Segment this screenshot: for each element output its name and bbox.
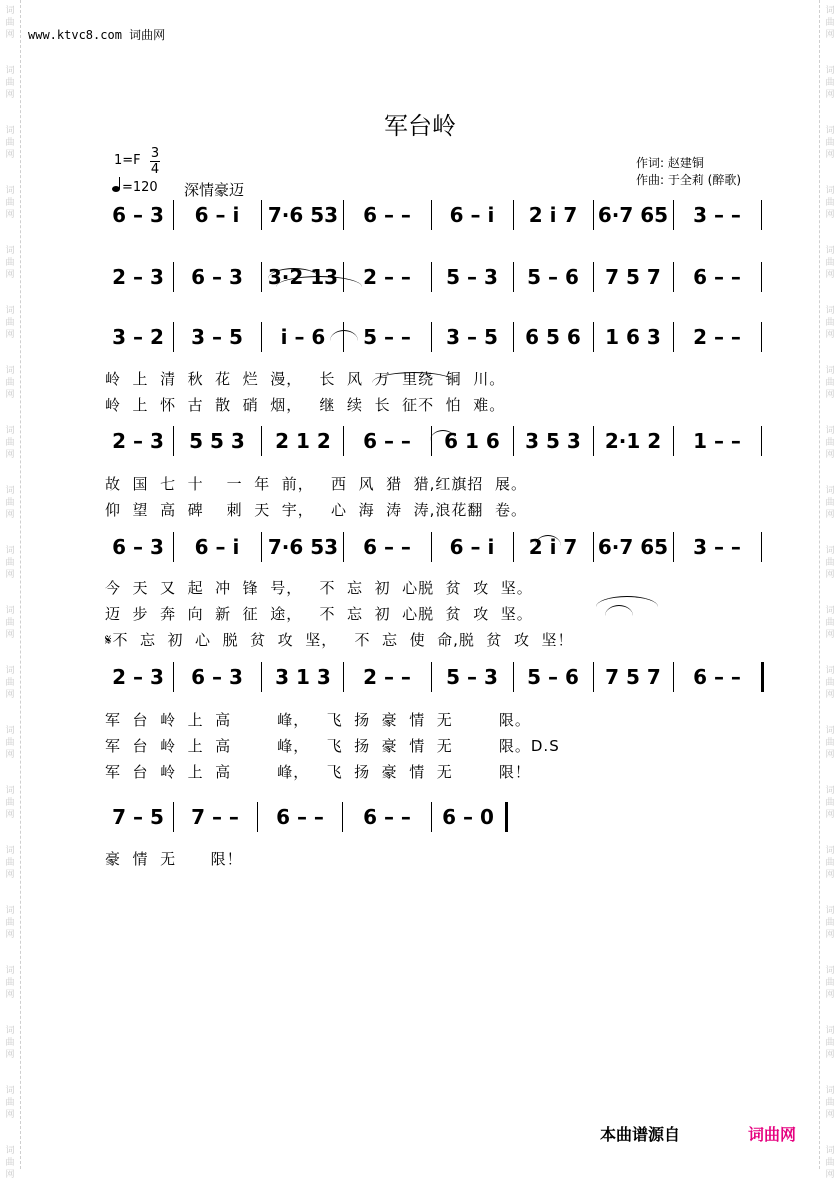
watermark-glyph: 曲 xyxy=(5,798,15,808)
watermark-glyph: 网 xyxy=(825,1050,835,1060)
watermark-glyph: 词 xyxy=(5,846,15,856)
barline xyxy=(343,426,344,456)
barline xyxy=(673,200,674,230)
measure: 6 – – xyxy=(363,535,411,559)
watermark-glyph: 网 xyxy=(5,330,15,340)
end-barline xyxy=(761,532,762,562)
measure: 1 – – xyxy=(693,429,741,453)
measure: 6 – i xyxy=(449,203,495,227)
staff-row xyxy=(105,660,770,694)
measure: 6 – – xyxy=(363,805,411,829)
lyric-line: 豪 情 无 限！ xyxy=(105,850,243,868)
site-url[interactable]: www.ktvc8.com 词曲网 xyxy=(28,28,166,42)
watermark-glyph: 曲 xyxy=(825,1098,835,1108)
watermark-glyph: 词 xyxy=(825,6,835,16)
measure: 7 5 7 xyxy=(605,265,661,289)
watermark-glyph: 词 xyxy=(5,6,15,16)
barline xyxy=(513,662,514,692)
measure: 3 – 2 xyxy=(112,325,164,349)
measure: 6 – – xyxy=(693,665,741,689)
watermark-glyph: 词 xyxy=(825,1026,835,1036)
lyric-line: 军 台 岭 上 高 峰， 飞 扬 豪 情 无 限！ xyxy=(105,763,531,781)
watermark-glyph: 网 xyxy=(825,1110,835,1120)
watermark-glyph: 词 xyxy=(825,1086,835,1096)
watermark-glyph: 曲 xyxy=(5,678,15,688)
barline xyxy=(673,662,674,692)
watermark-glyph: 曲 xyxy=(5,18,15,28)
barline xyxy=(513,262,514,292)
watermark-glyph: 网 xyxy=(5,150,15,160)
watermark-glyph: 网 xyxy=(825,450,835,460)
watermark-glyph: 网 xyxy=(825,870,835,880)
staff-row xyxy=(105,800,770,834)
barline xyxy=(593,662,594,692)
lyric-line: 岭 上 清 秋 花 烂 漫， 长 风 万 里绕 铜 川。 xyxy=(105,370,506,388)
song-title: 军台岭 xyxy=(384,112,456,140)
barline xyxy=(673,322,674,352)
watermark-glyph: 网 xyxy=(825,930,835,940)
tempo-value: =120 xyxy=(122,180,158,195)
measure: 6·7 65 xyxy=(597,535,669,559)
watermark-glyph: 网 xyxy=(5,870,15,880)
watermark-glyph: 曲 xyxy=(825,378,835,388)
watermark-glyph: 曲 xyxy=(825,918,835,928)
watermark-glyph: 网 xyxy=(5,450,15,460)
watermark-glyph: 词 xyxy=(5,786,15,796)
measure: 6 5 6 xyxy=(525,325,581,349)
staff-row xyxy=(105,260,770,294)
barline xyxy=(257,802,258,832)
barline xyxy=(431,262,432,292)
measure: 5 – – xyxy=(363,325,411,349)
barline xyxy=(513,426,514,456)
watermark-glyph: 词 xyxy=(5,966,15,976)
watermark-glyph: 曲 xyxy=(5,858,15,868)
watermark-glyph: 网 xyxy=(5,90,15,100)
watermark-glyph: 网 xyxy=(825,30,835,40)
measure: 6 – 3 xyxy=(191,265,243,289)
watermark-glyph: 词 xyxy=(825,726,835,736)
barline xyxy=(173,662,174,692)
end-barline xyxy=(761,262,762,292)
measure: 2 – – xyxy=(693,325,741,349)
watermark-glyph: 网 xyxy=(5,1110,15,1120)
watermark-glyph: 网 xyxy=(825,210,835,220)
time-signature-bottom: 4 xyxy=(150,162,160,177)
watermark-glyph: 词 xyxy=(5,726,15,736)
barline xyxy=(431,322,432,352)
barline xyxy=(261,262,262,292)
watermark-glyph: 曲 xyxy=(825,138,835,148)
watermark-glyph: 网 xyxy=(825,150,835,160)
measure: 6 – – xyxy=(363,429,411,453)
watermark-glyph: 网 xyxy=(825,510,835,520)
barline xyxy=(261,662,262,692)
barline xyxy=(431,200,432,230)
watermark-glyph: 词 xyxy=(825,846,835,856)
measure: 5 – 3 xyxy=(446,265,498,289)
barline xyxy=(513,200,514,230)
watermark-glyph: 网 xyxy=(825,750,835,760)
lyric-line: 仰 望 高 碑 刺 天 宇， 心 海 涛 涛,浪花翻 卷。 xyxy=(105,501,527,519)
watermark-glyph: 网 xyxy=(5,690,15,700)
measure: 3·2 13 xyxy=(267,265,339,289)
watermark-glyph: 曲 xyxy=(825,978,835,988)
barline xyxy=(593,322,594,352)
watermark-glyph: 词 xyxy=(825,486,835,496)
watermark-glyph: 词 xyxy=(5,306,15,316)
watermark-glyph: 曲 xyxy=(825,858,835,868)
barline xyxy=(173,200,174,230)
watermark-glyph: 词 xyxy=(5,1146,15,1156)
watermark-glyph: 曲 xyxy=(5,138,15,148)
measure: 3 5 3 xyxy=(525,429,581,453)
watermark-glyph: 词 xyxy=(5,606,15,616)
measure: 2·1 2 xyxy=(604,429,662,453)
watermark-glyph: 词 xyxy=(825,126,835,136)
staff-row xyxy=(105,424,770,458)
barline xyxy=(513,322,514,352)
barline xyxy=(673,262,674,292)
watermark-glyph: 曲 xyxy=(825,78,835,88)
barline xyxy=(342,802,343,832)
measure: 3 – 5 xyxy=(191,325,243,349)
barline xyxy=(593,262,594,292)
watermark-glyph: 曲 xyxy=(825,318,835,328)
watermark-glyph: 词 xyxy=(825,786,835,796)
barline xyxy=(431,802,432,832)
watermark-glyph: 曲 xyxy=(5,1038,15,1048)
watermark-glyph: 网 xyxy=(825,810,835,820)
watermark-glyph: 曲 xyxy=(825,798,835,808)
quarter-note-icon xyxy=(112,186,120,192)
measure: 2 i 7 xyxy=(528,535,578,559)
watermark-glyph: 网 xyxy=(825,390,835,400)
time-signature xyxy=(148,146,162,177)
watermark-glyph: 网 xyxy=(5,930,15,940)
watermark-glyph: 曲 xyxy=(825,678,835,688)
watermark-glyph: 网 xyxy=(825,690,835,700)
watermark-glyph: 词 xyxy=(825,306,835,316)
watermark-glyph: 曲 xyxy=(5,558,15,568)
barline xyxy=(593,200,594,230)
measure: 5 – 3 xyxy=(446,665,498,689)
barline xyxy=(173,322,174,352)
measure: 3 – 5 xyxy=(446,325,498,349)
time-signature-top: 3 xyxy=(150,146,160,161)
barline xyxy=(343,200,344,230)
measure: 1 6 3 xyxy=(605,325,661,349)
watermark-glyph: 词 xyxy=(825,546,835,556)
watermark-glyph: 词 xyxy=(825,666,835,676)
barline xyxy=(261,426,262,456)
staff-row xyxy=(105,530,770,564)
barline xyxy=(261,532,262,562)
measure: 7·6 53 xyxy=(267,535,339,559)
barline xyxy=(173,426,174,456)
watermark-glyph: 网 xyxy=(825,990,835,1000)
watermark-glyph: 曲 xyxy=(825,558,835,568)
watermark-glyph: 词 xyxy=(825,366,835,376)
measure: 5 – 6 xyxy=(527,265,579,289)
watermark-glyph: 词 xyxy=(825,426,835,436)
lyric-line: 迈 步 奔 向 新 征 途， 不 忘 初 心脱 贫 攻 坚。 xyxy=(105,605,533,623)
watermark-glyph: 曲 xyxy=(825,1158,835,1168)
watermark-glyph: 曲 xyxy=(5,258,15,268)
barline xyxy=(513,532,514,562)
watermark-glyph: 词 xyxy=(5,486,15,496)
measure: 6 – – xyxy=(693,265,741,289)
left-margin-watermark xyxy=(0,0,21,1180)
barline xyxy=(593,532,594,562)
measure: 6 – 3 xyxy=(191,665,243,689)
watermark-glyph: 曲 xyxy=(825,498,835,508)
barline xyxy=(673,426,674,456)
watermark-glyph: 词 xyxy=(5,66,15,76)
end-barline xyxy=(761,662,764,692)
watermark-glyph: 网 xyxy=(5,810,15,820)
end-barline xyxy=(761,322,762,352)
watermark-glyph: 网 xyxy=(5,510,15,520)
barline xyxy=(261,200,262,230)
lyric-line: 𝄋不 忘 初 心 脱 贫 攻 坚， 不 忘 使 命,脱 贫 攻 坚！ xyxy=(105,631,574,649)
barline xyxy=(343,662,344,692)
measure: i – 6 xyxy=(280,325,326,349)
watermark-glyph: 词 xyxy=(5,426,15,436)
watermark-glyph: 词 xyxy=(825,186,835,196)
measure: 7 – 5 xyxy=(112,805,164,829)
watermark-glyph: 词 xyxy=(825,966,835,976)
composer-credit: 作曲: 于全莉 (醉歌) xyxy=(636,173,742,187)
measure: 6 – – xyxy=(276,805,324,829)
watermark-glyph: 网 xyxy=(825,570,835,580)
barline xyxy=(593,426,594,456)
staff-row xyxy=(105,320,770,354)
watermark-glyph: 词 xyxy=(5,366,15,376)
watermark-glyph: 网 xyxy=(5,750,15,760)
watermark-glyph: 网 xyxy=(825,90,835,100)
right-margin-watermark xyxy=(819,0,840,1180)
measure: 7 – – xyxy=(191,805,239,829)
watermark-glyph: 曲 xyxy=(825,1038,835,1048)
watermark-glyph: 曲 xyxy=(825,18,835,28)
watermark-glyph: 网 xyxy=(5,630,15,640)
watermark-glyph: 网 xyxy=(5,570,15,580)
watermark-glyph: 曲 xyxy=(825,618,835,628)
watermark-glyph: 词 xyxy=(5,546,15,556)
measure: 7·6 53 xyxy=(267,203,339,227)
barline xyxy=(173,802,174,832)
lyric-line: 军 台 岭 上 高 峰， 飞 扬 豪 情 无 限。D.S xyxy=(105,737,560,755)
measure: 7 5 7 xyxy=(605,665,661,689)
measure: 6 – – xyxy=(363,203,411,227)
watermark-glyph: 曲 xyxy=(5,498,15,508)
watermark-glyph: 网 xyxy=(825,330,835,340)
barline xyxy=(431,532,432,562)
watermark-glyph: 词 xyxy=(825,606,835,616)
lyric-line: 岭 上 怀 古 散 硝 烟， 继 续 长 征不 怕 难。 xyxy=(105,396,506,414)
watermark-glyph: 曲 xyxy=(825,198,835,208)
measure: 3 – – xyxy=(693,535,741,559)
watermark-glyph: 曲 xyxy=(5,978,15,988)
measure: 2 – 3 xyxy=(112,265,164,289)
measure: 2 – 3 xyxy=(112,429,164,453)
lyric-line: 今 天 又 起 冲 锋 号， 不 忘 初 心脱 贫 攻 坚。 xyxy=(105,579,533,597)
watermark-glyph: 词 xyxy=(5,186,15,196)
barline xyxy=(431,426,432,456)
measure: 6·7 65 xyxy=(597,203,669,227)
end-barline xyxy=(761,200,762,230)
lyric-line: 故 国 七 十 一 年 前， 西 风 猎 猎,红旗招 展。 xyxy=(105,475,527,493)
watermark-glyph: 网 xyxy=(5,990,15,1000)
watermark-glyph: 网 xyxy=(5,210,15,220)
watermark-glyph: 网 xyxy=(5,1170,15,1180)
watermark-glyph: 词 xyxy=(5,666,15,676)
watermark-glyph: 词 xyxy=(5,906,15,916)
end-barline xyxy=(761,426,762,456)
watermark-glyph: 词 xyxy=(825,66,835,76)
measure: 2 i 7 xyxy=(528,203,578,227)
watermark-glyph: 曲 xyxy=(825,738,835,748)
measure: 6 – 3 xyxy=(112,203,164,227)
barline xyxy=(173,532,174,562)
expression-marking: 深情豪迈 xyxy=(184,181,245,199)
watermark-glyph: 网 xyxy=(5,270,15,280)
watermark-glyph: 网 xyxy=(825,1170,835,1180)
barline xyxy=(343,532,344,562)
watermark-glyph: 词 xyxy=(5,246,15,256)
measure: 6 1 6 xyxy=(444,429,500,453)
measure: 6 – 0 xyxy=(442,805,494,829)
watermark-glyph: 网 xyxy=(5,30,15,40)
watermark-glyph: 词 xyxy=(825,906,835,916)
measure: 5 – 6 xyxy=(527,665,579,689)
barline xyxy=(261,322,262,352)
watermark-glyph: 曲 xyxy=(5,918,15,928)
tempo-marking xyxy=(112,180,158,195)
watermark-glyph: 词 xyxy=(825,246,835,256)
watermark-glyph: 曲 xyxy=(5,618,15,628)
measure: 6 – i xyxy=(194,535,240,559)
measure: 2 1 2 xyxy=(275,429,331,453)
key-signature: 1=F xyxy=(114,153,141,168)
watermark-glyph: 词 xyxy=(825,1146,835,1156)
watermark-glyph: 词 xyxy=(5,126,15,136)
measure: 6 – i xyxy=(449,535,495,559)
brand-link[interactable]: 词曲网 xyxy=(748,1125,797,1144)
lyric-line: 军 台 岭 上 高 峰， 飞 扬 豪 情 无 限。 xyxy=(105,711,531,729)
watermark-glyph: 曲 xyxy=(5,738,15,748)
watermark-glyph: 网 xyxy=(825,630,835,640)
staff-row xyxy=(105,198,770,232)
watermark-glyph: 词 xyxy=(5,1026,15,1036)
watermark-glyph: 词 xyxy=(5,1086,15,1096)
measure: 2 – – xyxy=(363,665,411,689)
watermark-glyph: 曲 xyxy=(5,318,15,328)
measure: 6 – i xyxy=(194,203,240,227)
watermark-glyph: 曲 xyxy=(5,1158,15,1168)
watermark-glyph: 网 xyxy=(5,390,15,400)
measure: 5 5 3 xyxy=(189,429,245,453)
watermark-glyph: 曲 xyxy=(5,198,15,208)
watermark-glyph: 曲 xyxy=(5,78,15,88)
watermark-glyph: 曲 xyxy=(5,378,15,388)
measure: 6 – 3 xyxy=(112,535,164,559)
measure: 2 – – xyxy=(363,265,411,289)
watermark-glyph: 网 xyxy=(825,270,835,280)
watermark-glyph: 曲 xyxy=(5,438,15,448)
measure: 2 – 3 xyxy=(112,665,164,689)
source-label: 本曲谱源自 xyxy=(600,1125,681,1144)
lyricist-credit: 作词: 赵建铜 xyxy=(636,156,704,170)
measure: 3 – – xyxy=(693,203,741,227)
end-barline xyxy=(505,802,508,832)
watermark-glyph: 曲 xyxy=(825,258,835,268)
barline xyxy=(673,532,674,562)
slur-mark xyxy=(596,596,658,607)
measure: 3 1 3 xyxy=(275,665,331,689)
barline xyxy=(173,262,174,292)
watermark-glyph: 曲 xyxy=(5,1098,15,1108)
watermark-glyph: 曲 xyxy=(825,438,835,448)
watermark-glyph: 网 xyxy=(5,1050,15,1060)
barline xyxy=(431,662,432,692)
